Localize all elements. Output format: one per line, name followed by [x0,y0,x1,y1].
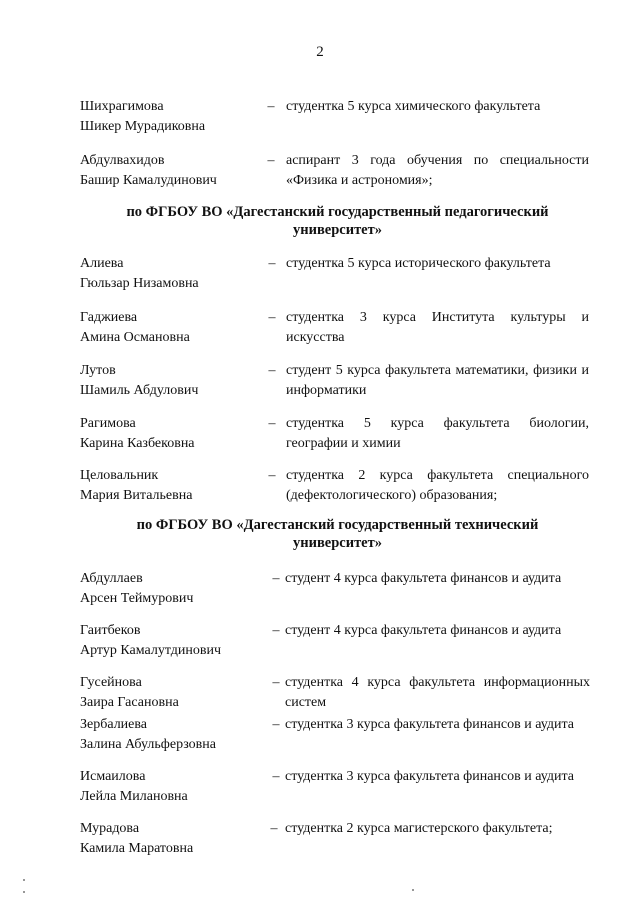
person-name [80,254,260,294]
section-heading [80,203,595,239]
given-names: Камила Маратовна [80,841,194,856]
surname: Абдуллаев [80,571,143,586]
dash: – [268,468,276,483]
dash: – [268,363,276,378]
heading-line: университет» [292,222,382,238]
dash: – [272,769,280,784]
description: студент 5 курса факультета математики, физики и информатики [286,363,589,398]
given-names: Башир Камалудинович [80,173,217,188]
given-names: Карина Казбековна [80,436,195,451]
description: студент 4 курса факультета финансов и аудита [285,571,562,586]
person-name [80,414,260,454]
description: студентка 5 курса факультета биологии, географии и химии [286,416,589,451]
scan-speck [412,889,414,891]
person-name [80,715,260,755]
given-names: Артур Камалутдинович [80,643,221,658]
dash: – [270,821,278,836]
description: студентка 4 курса факультета информационных систем [285,675,590,710]
description: студентка 2 курса магистерского факультета; [285,821,553,836]
section-heading [80,516,595,552]
given-names: Заира Гасановна [80,695,179,710]
scan-speck [23,879,25,881]
given-names: Гюльзар Низамовна [80,276,199,291]
surname: Исмаилова [80,769,146,784]
surname: Зербалиева [80,717,148,732]
heading-line: по ФГБОУ ВО «Дагестанский государственный технический [136,517,539,533]
given-names: Залина Абульферзовна [80,737,217,752]
dash: – [268,256,276,271]
person-name [80,621,260,661]
description: студентка 3 курса факультета финансов и аудита [285,769,574,784]
surname: Целовальник [80,468,159,483]
surname: Гаитбеков [80,623,141,638]
person-name [80,673,260,713]
given-names: Лейла Милановна [80,789,188,804]
given-names: Мария Витальевна [80,488,193,503]
heading-line: университет» [292,535,382,551]
surname: Алиева [80,256,124,271]
description: студентка 2 курса факультета специального (дефектологического) образования; [286,468,589,503]
scan-speck [23,891,25,893]
given-names: Амина Османовна [80,330,190,345]
heading-line: по ФГБОУ ВО «Дагестанский государственный педагогический [126,204,549,220]
person-name [80,466,260,506]
surname: Абдулвахидов [80,153,165,168]
description: студентка 5 курса химического факультета [286,99,541,114]
surname: Мурадова [80,821,140,836]
dash: – [272,675,280,690]
surname: Лутов [80,363,116,378]
dash: – [267,99,275,114]
person-name [80,308,260,348]
given-names: Шикер Мурадиковна [80,119,206,134]
description: студент 4 курса факультета финансов и аудита [285,623,562,638]
description: аспирант 3 года обучения по специальности «Физика и астрономия»; [286,153,589,188]
dash: – [272,623,280,638]
person-name [80,151,260,191]
person-name [80,569,260,609]
dash: – [272,717,280,732]
given-names: Арсен Теймурович [80,591,194,606]
person-name [80,767,260,807]
surname: Гаджиева [80,310,138,325]
surname: Гусейнова [80,675,142,690]
person-name [80,361,260,401]
dash: – [267,153,275,168]
page-number: 2 [316,44,324,60]
surname: Рагимова [80,416,136,431]
person-name [80,819,260,859]
description: студентка 3 курса факультета финансов и аудита [285,717,574,732]
description: студентка 5 курса исторического факультета [286,256,551,271]
description: студентка 3 курса Института культуры и искусства [286,310,589,345]
dash: – [268,416,276,431]
given-names: Шамиль Абдулович [80,383,199,398]
person-name [80,97,260,137]
dash: – [268,310,276,325]
surname: Шихрагимова [80,99,164,114]
dash: – [272,571,280,586]
